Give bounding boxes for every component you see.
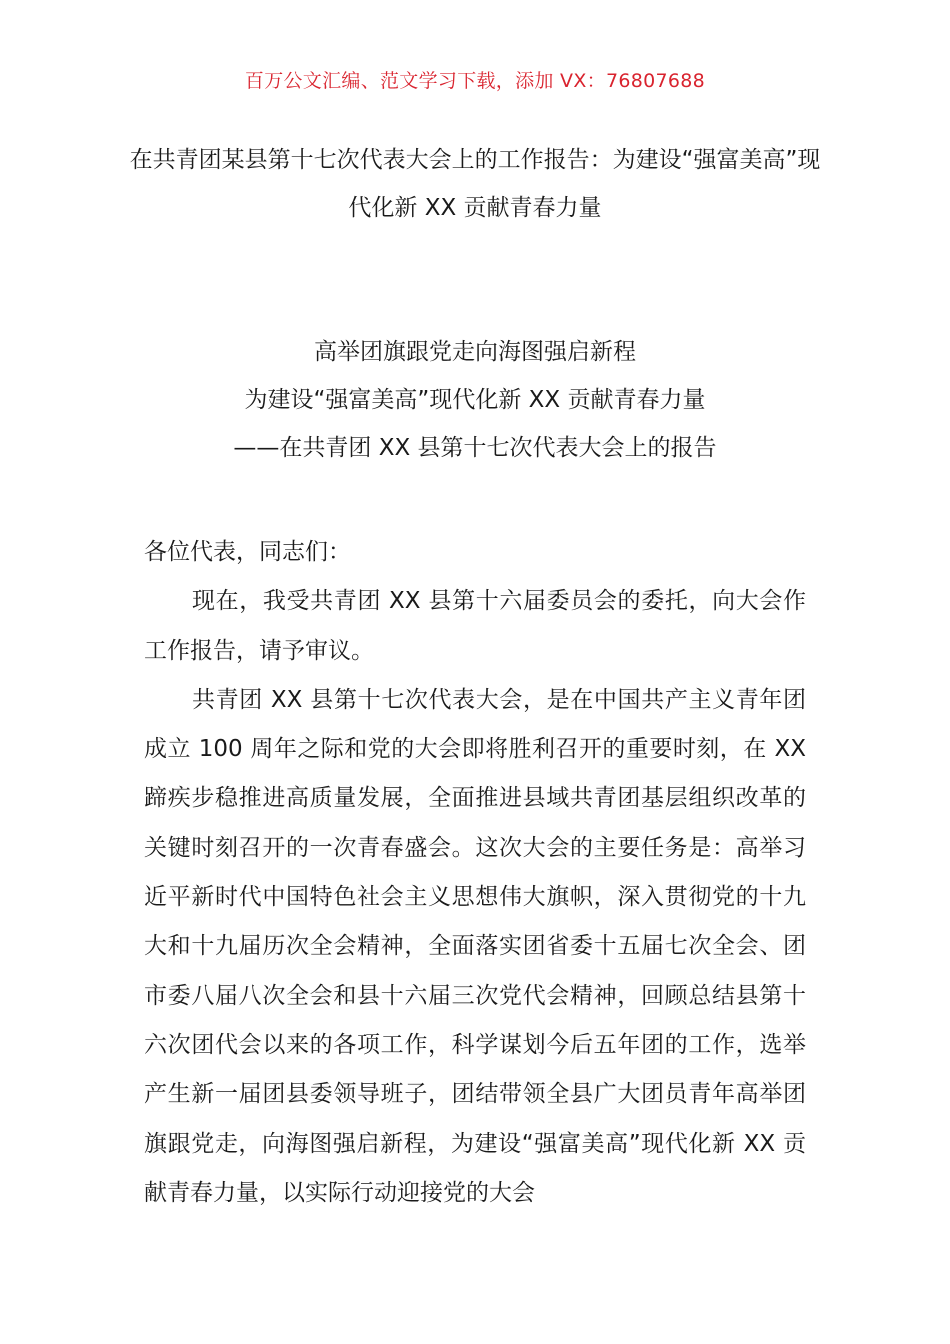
- subtitle-line: ——在共青团 XX 县第十七次代表大会上的报告: [233, 435, 717, 461]
- subtitle-block: [120, 328, 830, 472]
- salutation: 各位代表，同志们：: [144, 539, 351, 565]
- header-notice: 百万公文汇编、范文学习下载，添加 VX：76807688: [244, 70, 706, 92]
- report-body: [144, 528, 806, 1218]
- subtitle-line: 为建设“强富美高”现代化新 XX 贡献青春力量: [244, 387, 706, 413]
- document-title: 在共青团某县第十七次代表大会上的工作报告：为建设“强富美高”现代化新 XX 贡献青春力量: [129, 147, 821, 221]
- body-paragraph: 现在，我受共青团 XX 县第十六届委员会的委托，向大会作工作报告，请予审议。: [144, 588, 806, 664]
- body-paragraph: 共青团 XX 县第十七次代表大会，是在中国共产主义青年团成立 100 周年之际和党的大会即将胜利召开的重要时刻，在 XX 蹄疾步稳推进高质量发展，全面推进县域共青团基层组织改革的关键时刻召开的一次青春盛会。这次大会的主要任务是：高举习近平新时代中国特色社会主义思想伟大旗帜，深入贯彻党的十九大和十九届历次全会精神，全面落实团省委十五届七次全会、团市委八届八次全会和县十六届三次党代会精神，回顾总结县第十六次团代会以来的各项工作，科学谋划今后五年团的工作，选举产生新一届团县委领导班子，团结带领全县广大团员青年高举团旗跟党走，向海图强启新程，为建设“强富美高”现代化新 XX 贡献青春力量，以实际行动迎接党的大会: [144, 686, 806, 1206]
- subtitle-line: 高举团旗跟党走向海图强启新程: [314, 339, 636, 365]
